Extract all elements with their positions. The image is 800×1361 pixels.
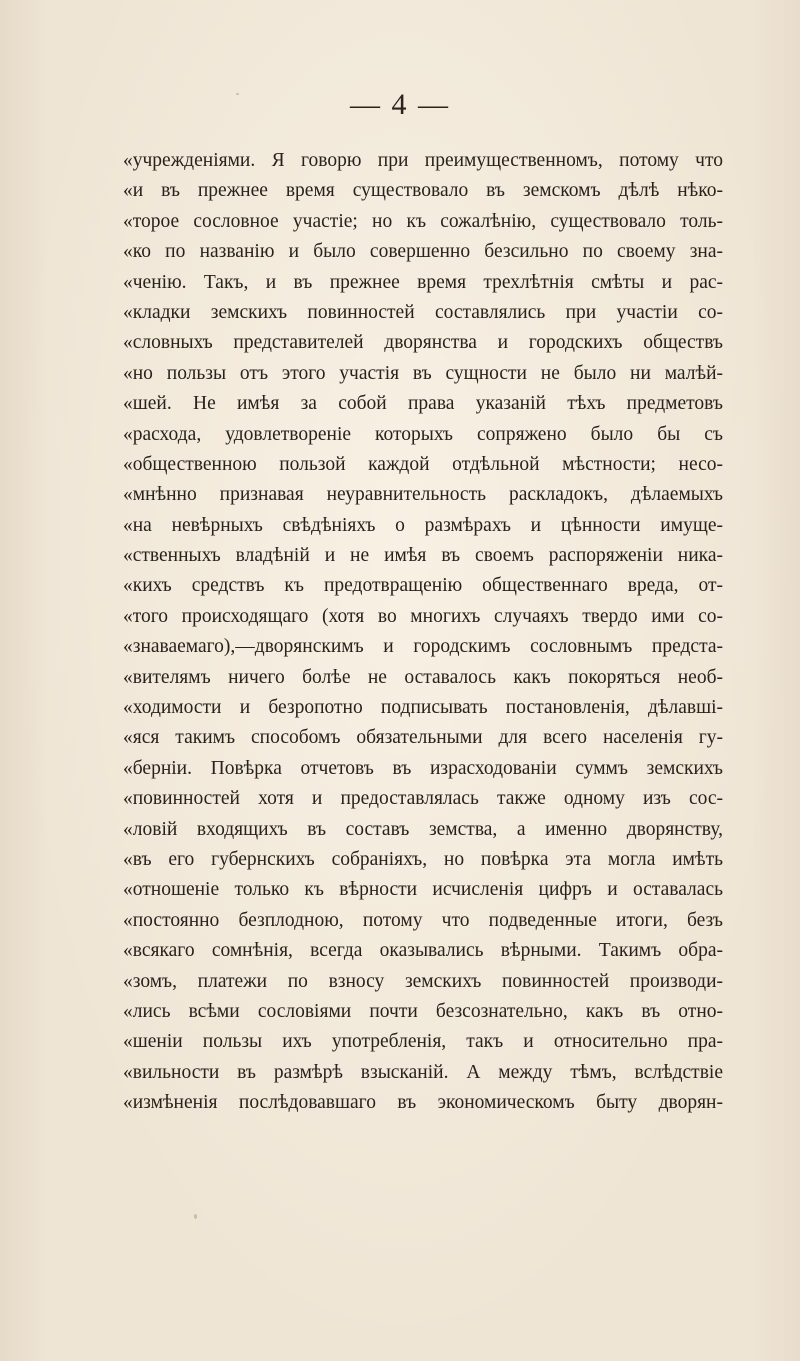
ink-speck — [194, 1214, 197, 1219]
text-line: «того происходящаго (хотя во многихъ случаяхъ твердо ими со- — [123, 605, 723, 627]
text-line: «общественною пользой каждой отдѣльной мѣстности; несо- — [123, 453, 723, 475]
text-line: «берніи. Повѣрка отчетовъ въ израсходованіи суммъ земскихъ — [123, 757, 723, 779]
body-text — [123, 146, 723, 1119]
text-line: «въ его губернскихъ собраніяхъ, но повѣрка эта могла имѣть — [123, 848, 723, 870]
text-line: «учрежденіями. Я говорю при преимущественномъ, потому что — [123, 150, 723, 171]
text-line: «на невѣрныхъ свѣдѣніяхъ о размѣрахъ и цѣнности имуще- — [123, 514, 723, 536]
text-line: «отношеніе только къ вѣрности исчисленія цифръ и оставалась — [123, 879, 723, 901]
text-line: «но пользы отъ этого участія въ сущности не было ни малѣй- — [123, 362, 723, 384]
text-line: «и въ прежнее время существовало въ земскомъ дѣлѣ нѣко- — [123, 180, 723, 202]
text-line: «кладки земскихъ повинностей составлялись при участіи со- — [123, 301, 723, 323]
text-line: «шеніи пользы ихъ употребленія, такъ и относительно пра- — [123, 1031, 723, 1053]
text-line: «всякаго сомнѣнія, всегда оказывались вѣрными. Такимъ обра- — [123, 940, 723, 962]
text-line: «лись всѣми сословіями почти безсознательно, какъ въ отно- — [123, 1000, 723, 1022]
text-line: «словныхъ представителей дворянства и городскихъ обществъ — [123, 332, 723, 354]
text-line: «кихъ средствъ къ предотвращенію общественнаго вреда, от- — [123, 575, 723, 597]
text-line: «ловій входящихъ въ составъ земства, а именно дворянству, — [123, 818, 723, 840]
text-line: «повинностей хотя и предоставлялась также одному изъ сос- — [123, 788, 723, 810]
text-line: «ченію. Такъ, и въ прежнее время трехлѣтнія смѣты и рас- — [123, 271, 723, 293]
text-line: «ственныхъ владѣній и не имѣя въ своемъ распоряженіи ника- — [123, 545, 723, 567]
text-line: «вителямъ ничего болѣе не оставалось какъ покоряться необ- — [123, 666, 723, 688]
text-line: «ходимости и безропотно подписывать постановленія, дѣлавші- — [123, 697, 723, 719]
text-line: «торое сословное участіе; но къ сожалѣнію, существовало толь- — [123, 210, 723, 232]
text-line: «ко по названію и было совершенно безсильно по своему зна- — [123, 241, 723, 263]
text-line: «измѣненія послѣдовавшаго въ экономическомъ быту дворян- — [123, 1092, 723, 1114]
text-line: «шей. Не имѣя за собой права указаній тѣхъ предметовъ — [123, 393, 723, 415]
text-line: «яся такимъ способомъ обязательными для всего населенія гу- — [123, 727, 723, 749]
text-line: «вильности въ размѣрѣ взысканій. А между тѣмъ, вслѣдствіе — [123, 1061, 723, 1083]
text-line: «постоянно безплодною, потому что подведенные итоги, безъ — [123, 909, 723, 931]
text-line: «расхода, удовлетвореніе которыхъ сопряжено было бы съ — [123, 423, 723, 445]
text-line: «мнѣнно признавая неуравнительность раскладокъ, дѣлаемыхъ — [123, 484, 723, 506]
text-line: «зомъ, платежи по взносу земскихъ повинностей производи- — [123, 970, 723, 992]
text-line: «знаваемаго),—дворянскимъ и городскимъ сословнымъ предста- — [123, 636, 723, 658]
page-number: — 4 — — [350, 88, 450, 121]
